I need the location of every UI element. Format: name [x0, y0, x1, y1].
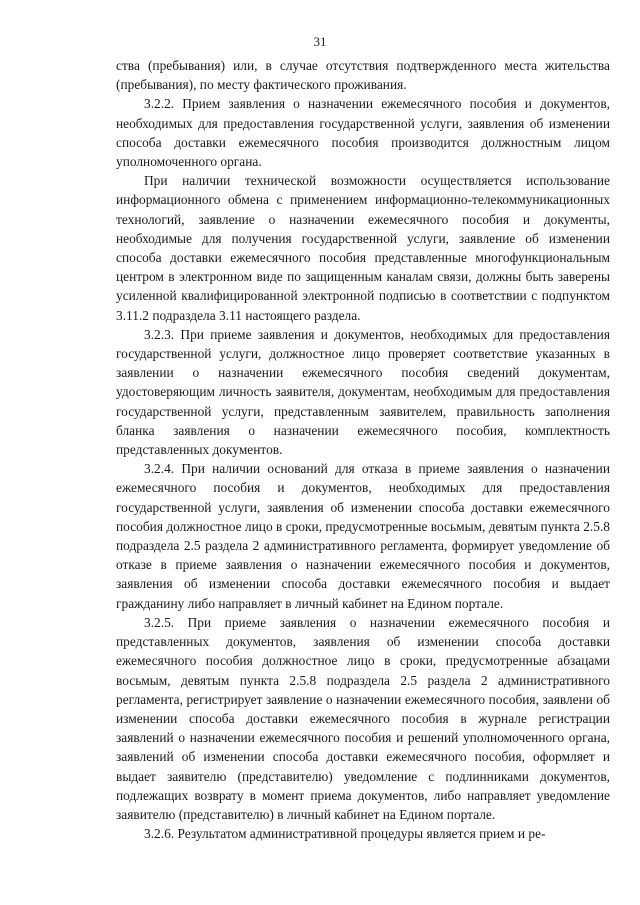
paragraph-3-2-2: 3.2.2. Прием заявления о назначении ежемесячного пособия и документов, необходимых для предоставления государственной услуги, заявления об изменении способа доставки ежемесячного пособия производится должностным лицом уполномоченного органа.	[116, 96, 610, 170]
page-number: 31	[313, 34, 327, 49]
document-body	[116, 56, 610, 843]
paragraph-3-2-6: 3.2.6. Результатом административной процедуры является прием и ре-	[144, 826, 546, 842]
paragraph-3-2-5: 3.2.5. При приеме заявления о назначении ежемесячного пособия и представленных документов, заявления об изменении способа доставки ежемесячного пособия должностное лицо в сроки, предусмотренные абзацами восьмым, девятым пункта 2.5.8 подраздела 2.5 раздела 2 административного регламента, регистрирует заявление о назначении ежемесячного пособия, заявлени об изменении способа доставки ежемесячного пособия в журнале регистрации заявлений о назначении ежемесячного пособия и решений уполномоченного органа, заявлений об изменении способа доставки ежемесячного пособия, оформляет и выдает заявителю (представителю) уведомление с подлинниками документов, подлежащих возврату в момент приема документов, либо направляет уведомление заявителю (представителю) в личный кабинет на Едином портале.	[116, 614, 610, 822]
paragraph-3-2-3: 3.2.3. При приеме заявления и документов, необходимых для предоставления государственной услуги, должностное лицо проверяет соответствие указанных в заявлении о назначении ежемесячного пособия сведений документам, удостоверяющим личность заявителя, документам, необходимым для предоставления государственной услуги, представленным заявителем, правильность заполнения бланка заявления о назначении ежемесячного пособия, комплектность представленных документов.	[116, 326, 610, 458]
paragraph-technical-capability: При наличии технической возможности осуществляется использование информационного обмена с применением информационно-телекоммуникационных технологий, заявление о назначении ежемесячного пособия и документы, необходимые для получения государственной услуги, заявление об изменении способа доставки ежемесячного пособия представленные многофункциональным центром в электронном виде по защищенным каналам связи, должны быть заверены усиленной квалифицированной электронной подписью в соответствии с подпунктом 3.11.2 подраздела 3.11 настоящего раздела.	[116, 173, 610, 323]
paragraph-3-2-4: 3.2.4. При наличии оснований для отказа в приеме заявления о назначении ежемесячного пособия и документов, необходимых для предоставления государственной услуги, заявления об изменении способа доставки ежемесячного пособия должностное лицо в сроки, предусмотренные восьмым, девятым пункта 2.5.8 подраздела 2.5 раздела 2 административного регламента, формирует уведомление об отказе в приеме заявления о назначении ежемесячного пособия и документов, заявления об изменении способа доставки ежемесячного пособия и выдает гражданину либо направляет в личный кабинет на Едином портале.	[116, 461, 610, 611]
paragraph-continuation: ства (пребывания) или, в случае отсутствия подтвержденного места жительства (пребывания), по месту фактического проживания.	[116, 58, 610, 93]
